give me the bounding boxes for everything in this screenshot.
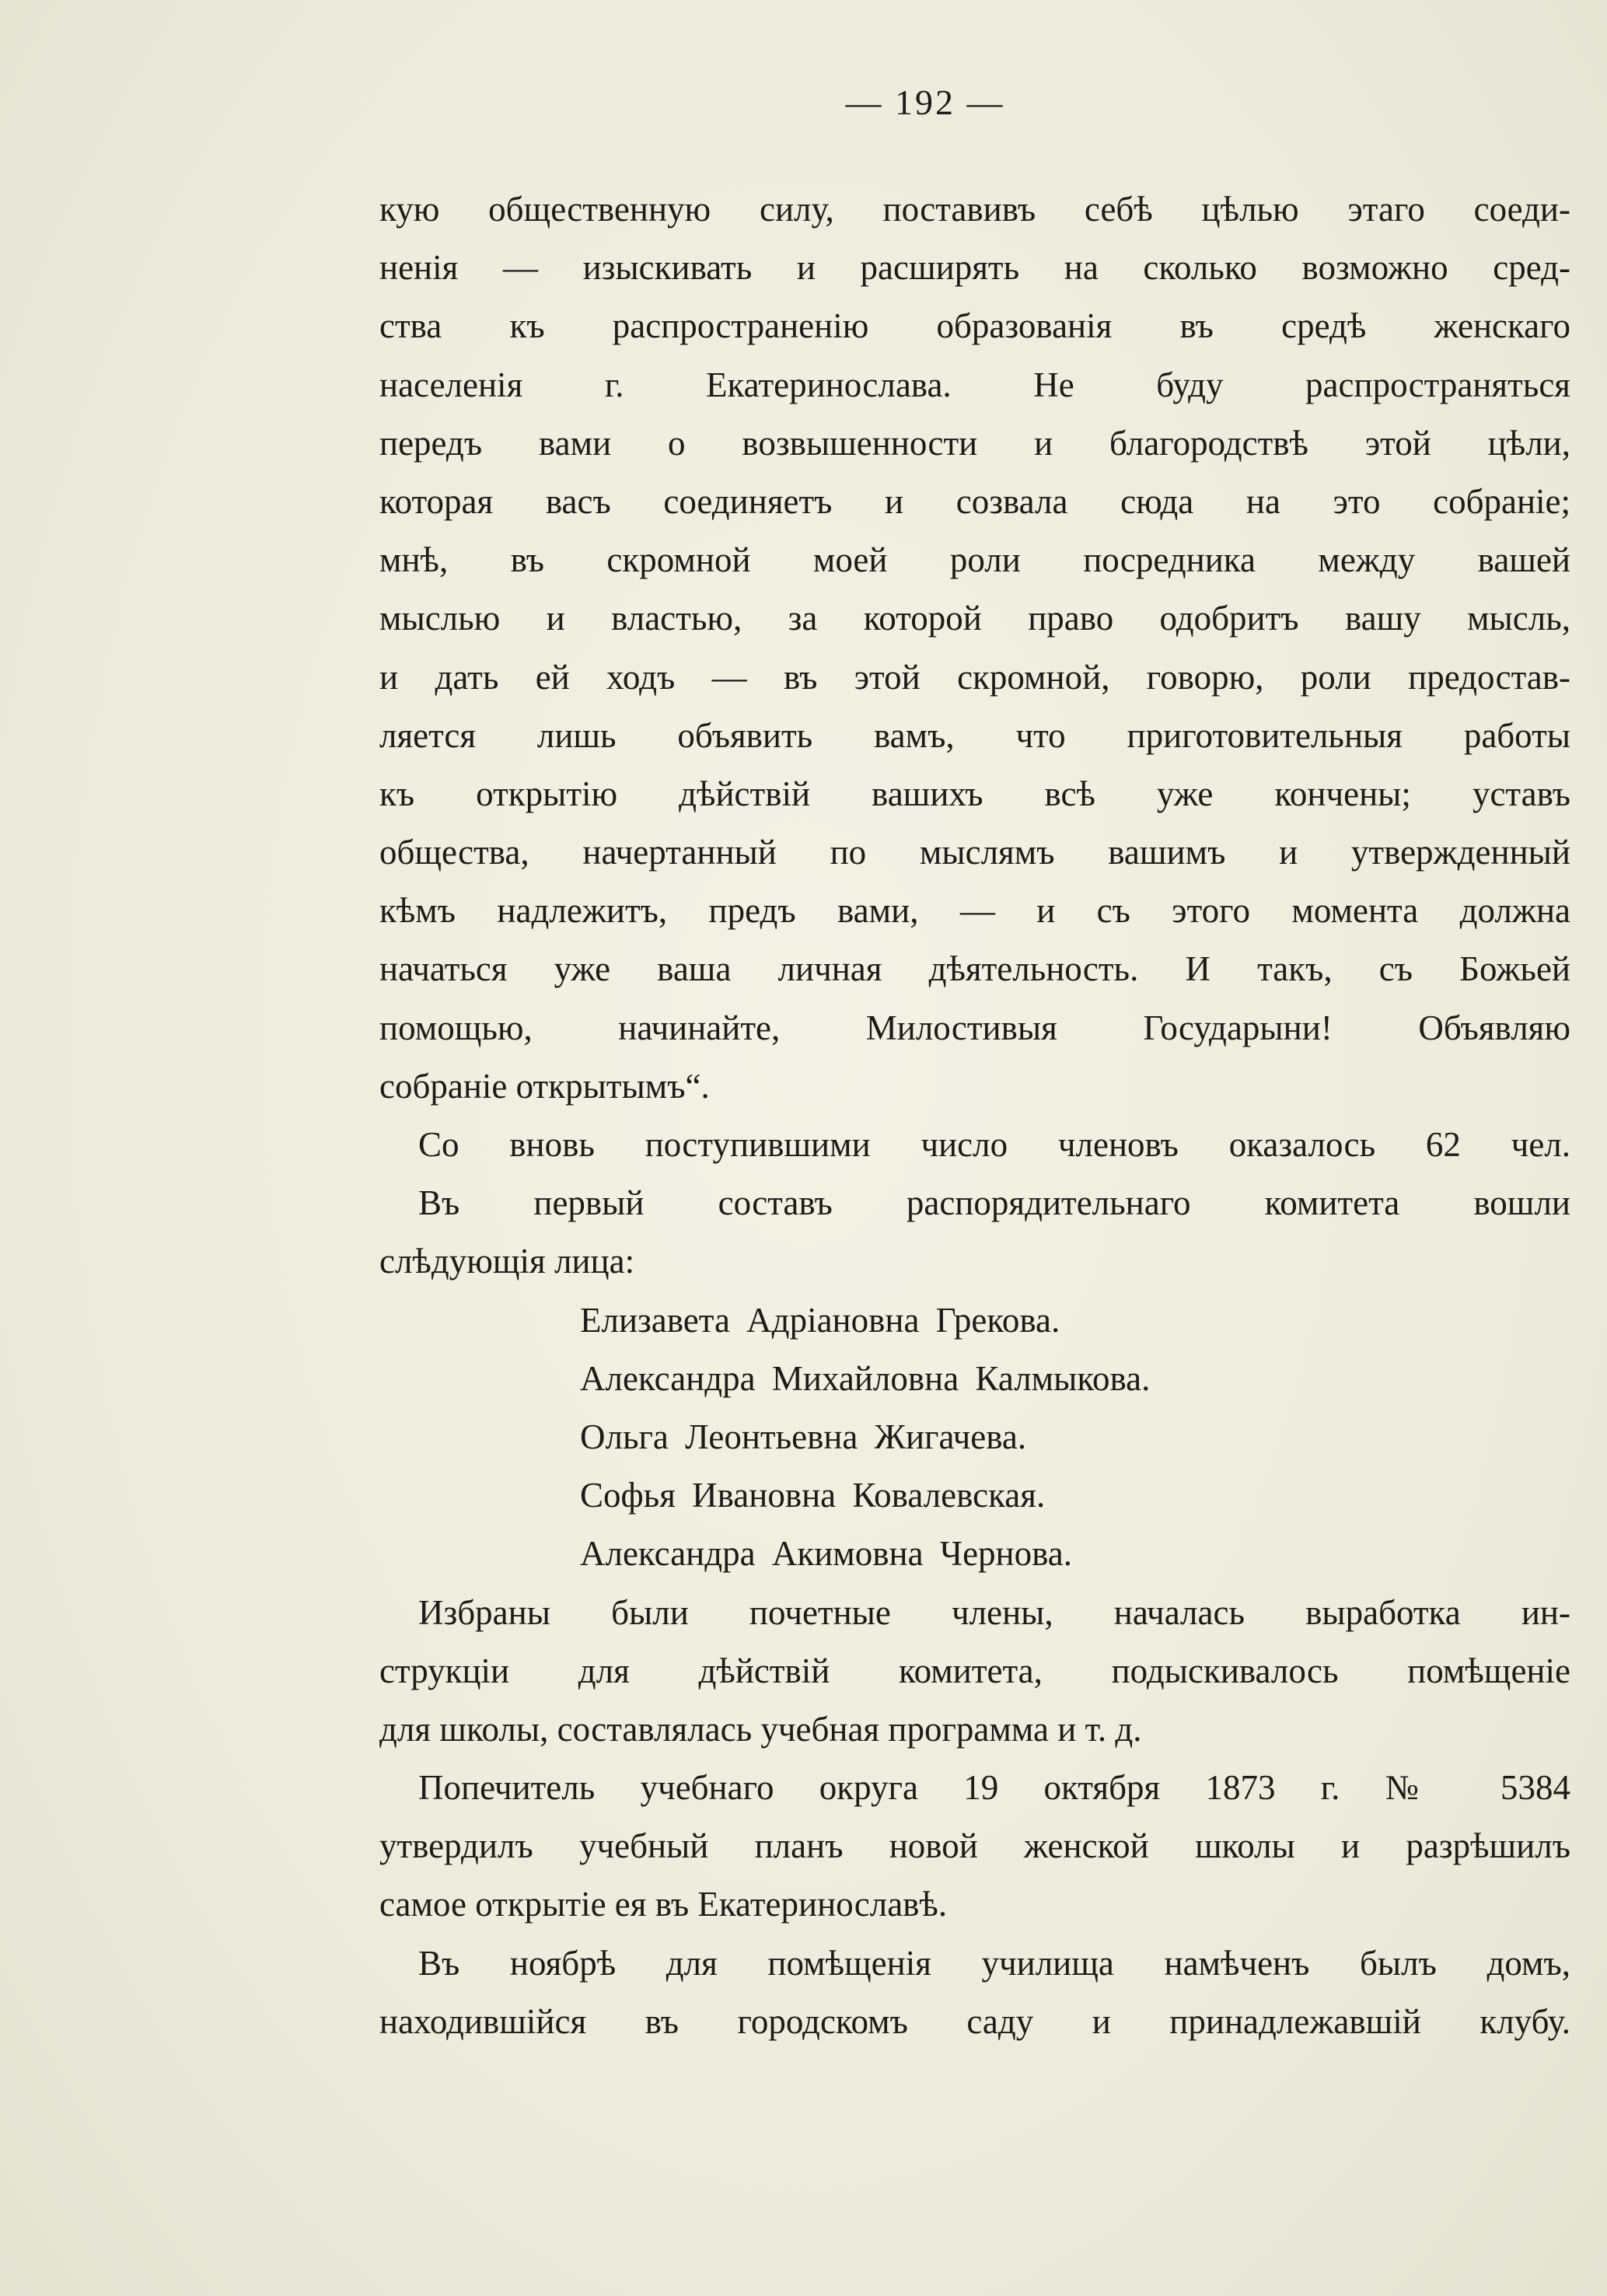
text-line: ненія — изыскивать и расширять на сколько возможно сред- [379,248,1570,288]
committee-member-name: Александра Михайловна Калмыкова. [580,1358,1151,1398]
page-number: — 192 — [845,82,1005,122]
paragraph-start-line: Въ ноябрѣ для помѣщенія училища намѣченъ былъ домъ, [418,1943,1570,1983]
text-line: для школы, составлялась учебная программа и т. д. [379,1709,1142,1749]
text-line: утвердилъ учебный планъ новой женской школы и разрѣшилъ [379,1826,1570,1866]
text-line: мыслью и властью, за которой право одобритъ вашу мысль, [379,599,1570,638]
text-line: общества, начертанный по мыслямъ вашимъ и утвержденный [379,833,1570,872]
committee-member-name: Софья Ивановна Ковалевская. [580,1476,1046,1515]
text-line: и дать ей ходъ — въ этой скромной, говорю, роли предостав- [379,657,1570,697]
text-line: самое открытіе ея въ Екатеринославѣ. [379,1885,948,1924]
paragraph-start-line: Со вновь поступившими число членовъ оказалось 62 чел. [418,1125,1570,1164]
paragraph-start-line: Попечитель учебнаго округа 19 октября 1873 г. № 5384 [418,1768,1570,1808]
text-line: населенія г. Екатеринослава. Не буду распространяться [379,365,1570,404]
text-line: кѣмъ надлежитъ, предъ вами, — и съ этого момента должна [379,891,1570,931]
text-line: собраніе открытымъ“. [379,1066,710,1106]
text-line: къ открытію дѣйствій вашихъ всѣ уже кончены; уставъ [379,774,1570,813]
text-line: кую общественную силу, поставивъ себѣ цѣлью этаго соеди- [379,190,1570,229]
text-line: ства къ распространенію образованія въ средѣ женскаго [379,306,1570,346]
text-line: которая васъ соединяетъ и созвала сюда на это собраніе; [379,481,1570,521]
text-line: мнѣ, въ скромной моей роли посредника между вашей [379,540,1570,580]
committee-member-name: Елизавета Адріановна Грекова. [580,1300,1060,1340]
text-line: ляется лишь объявить вамъ, что приготовительныя работы [379,715,1570,755]
text-line: струкціи для дѣйствій комитета, подыскивалось помѣщеніе [379,1651,1570,1690]
page-text [379,180,1570,2051]
text-line: начаться уже ваша личная дѣятельность. И такъ, съ Божьей [379,949,1570,989]
text-line: находившійся въ городскомъ саду и принадлежавшій клубу. [379,2001,1570,2041]
text-line: помощью, начинайте, Милостивыя Государыни! Объявляю [379,1008,1570,1047]
committee-member-name: Ольга Леонтьевна Жигачева. [580,1417,1027,1456]
text-line: передъ вами о возвышенности и благородствѣ этой цѣли, [379,423,1570,463]
committee-member-name: Александра Акимовна Чернова. [580,1534,1073,1574]
paragraph-start-line: Въ первый составъ распорядительнаго комитета вошли [418,1183,1570,1223]
paragraph-start-line: Избраны были почетные члены, началась выработка ин- [418,1592,1570,1632]
text-line: слѣдующія лица: [379,1242,635,1281]
